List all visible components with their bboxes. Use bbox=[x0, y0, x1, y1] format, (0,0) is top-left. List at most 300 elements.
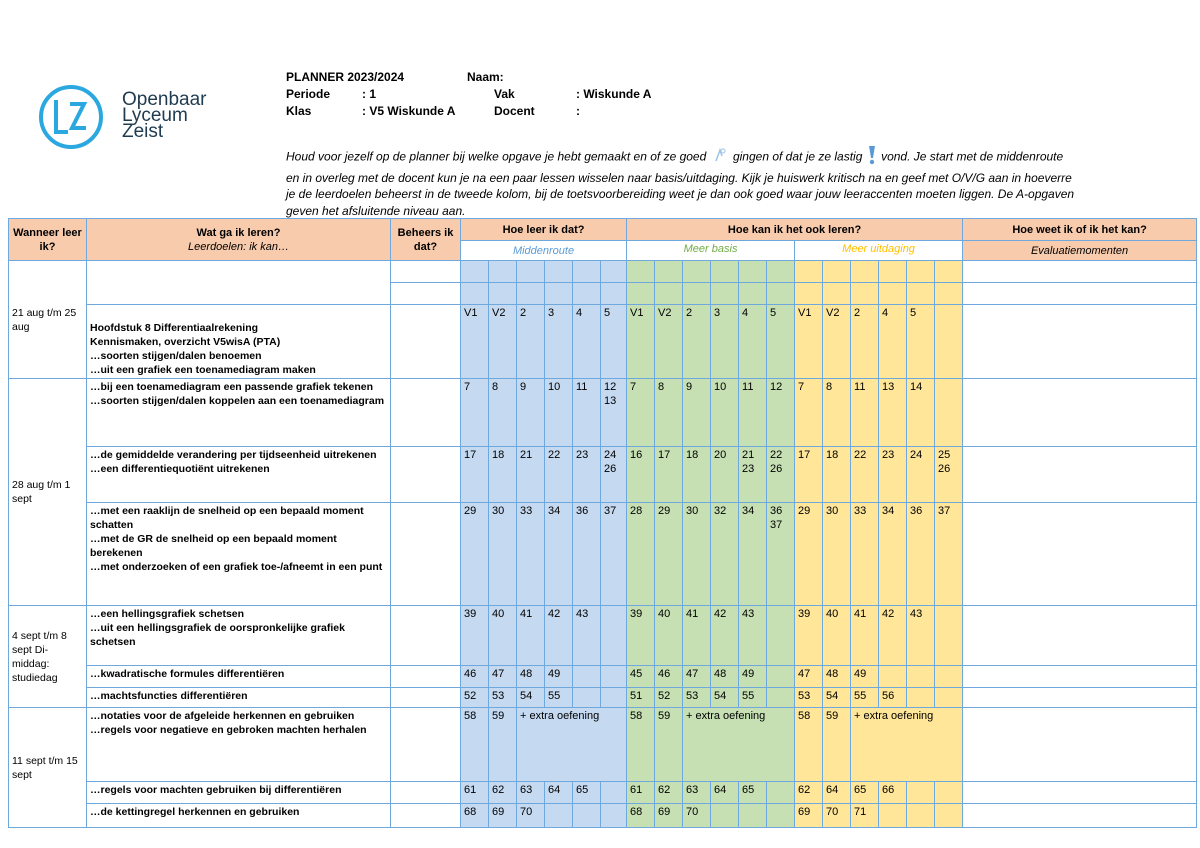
exercise-cell[interactable]: V2 bbox=[489, 305, 517, 379]
exclamation-icon bbox=[866, 145, 878, 170]
week-when: 11 sept t/m 15 sept bbox=[9, 708, 87, 828]
exercise-cell[interactable]: 12 bbox=[767, 379, 795, 447]
smiley-thumb-icon bbox=[710, 147, 730, 168]
col-header-weet: Hoe weet ik of ik het kan? bbox=[963, 219, 1197, 241]
exercise-cell[interactable] bbox=[545, 804, 573, 828]
exercise-cell[interactable]: 45 bbox=[627, 666, 655, 688]
exercise-cell[interactable] bbox=[907, 688, 935, 708]
exercise-cell[interactable] bbox=[907, 283, 935, 305]
exercise-cell[interactable]: 42 bbox=[711, 606, 739, 666]
goal-text: Kennismaken, overzicht V5wisA (PTA) bbox=[90, 336, 281, 348]
exercise-cell[interactable]: 22 bbox=[545, 447, 573, 503]
exercise-cell[interactable]: 20 bbox=[711, 447, 739, 503]
exercise-cell[interactable]: 46 bbox=[461, 666, 489, 688]
goal-row bbox=[9, 666, 1197, 688]
exercise-cell[interactable] bbox=[795, 283, 823, 305]
exercise-cell[interactable]: 28 bbox=[627, 503, 655, 606]
exercise-cell[interactable] bbox=[935, 606, 963, 666]
evaluation-cell[interactable] bbox=[963, 688, 1197, 708]
docent-value: : bbox=[576, 104, 580, 118]
beheers-cell[interactable] bbox=[391, 804, 461, 828]
periode-label: Periode bbox=[286, 87, 331, 101]
exercise-cell[interactable] bbox=[545, 261, 573, 283]
exercise-cell[interactable]: 30 bbox=[489, 503, 517, 606]
exercise-cell[interactable]: 22 26 bbox=[767, 447, 795, 503]
exercise-cell[interactable]: 40 bbox=[823, 606, 851, 666]
exercise-cell[interactable] bbox=[627, 261, 655, 283]
exercise-cell[interactable]: 65 bbox=[573, 782, 601, 804]
exercise-cell[interactable]: 4 bbox=[879, 305, 907, 379]
exercise-cell[interactable]: 11 bbox=[851, 379, 879, 447]
goal-row bbox=[9, 782, 1197, 804]
goal-row bbox=[9, 688, 1197, 708]
exercise-cell[interactable]: 48 bbox=[711, 666, 739, 688]
exercise-cell[interactable]: 61 bbox=[627, 782, 655, 804]
exercise-cell[interactable] bbox=[573, 666, 601, 688]
col-header-beheers: Beheers ik dat? bbox=[391, 219, 461, 261]
exercise-cell[interactable]: 49 bbox=[545, 666, 573, 688]
exercise-cell[interactable]: 55 bbox=[545, 688, 573, 708]
klas-label: Klas bbox=[286, 104, 312, 118]
exercise-cell[interactable]: 21 bbox=[517, 447, 545, 503]
exercise-cell[interactable]: 17 bbox=[655, 447, 683, 503]
goal-text: …de gemiddelde verandering per tijdseenheid uitrekenen bbox=[90, 449, 377, 461]
exercise-cell[interactable]: 21 23 bbox=[739, 447, 767, 503]
beheers-cell[interactable] bbox=[391, 379, 461, 447]
exercise-cell[interactable]: 65 bbox=[851, 782, 879, 804]
goal-row bbox=[9, 606, 1197, 666]
exercise-cell[interactable]: 9 bbox=[517, 379, 545, 447]
evaluation-cell[interactable] bbox=[963, 305, 1197, 379]
logo-line1: Openbaar bbox=[122, 89, 207, 110]
exercise-cell[interactable]: 58 bbox=[627, 708, 655, 782]
exercise-cell[interactable]: 58 bbox=[795, 708, 823, 782]
exercise-cell[interactable]: 18 bbox=[489, 447, 517, 503]
exercise-cell[interactable]: 13 bbox=[879, 379, 907, 447]
exercise-cell[interactable]: 46 bbox=[655, 666, 683, 688]
beheers-cell[interactable] bbox=[391, 283, 461, 305]
goal-text: …een differentiequotiënt uitrekenen bbox=[90, 463, 270, 475]
exercise-cell[interactable] bbox=[907, 804, 935, 828]
exercise-cell[interactable]: 11 bbox=[739, 379, 767, 447]
evaluation-cell[interactable] bbox=[963, 782, 1197, 804]
col-header-wat-sub: Leerdoelen: ik kan… bbox=[188, 240, 289, 253]
goal-row bbox=[9, 447, 1197, 503]
exercise-cell[interactable]: 59 bbox=[655, 708, 683, 782]
exercise-cell[interactable] bbox=[461, 283, 489, 305]
exercise-cell[interactable]: 70 bbox=[823, 804, 851, 828]
goal-row bbox=[9, 379, 1197, 447]
exercise-cell[interactable] bbox=[935, 379, 963, 447]
exercise-cell[interactable] bbox=[907, 782, 935, 804]
exercise-cell[interactable]: 62 bbox=[655, 782, 683, 804]
exercise-cell[interactable]: 55 bbox=[851, 688, 879, 708]
exercise-cell[interactable] bbox=[573, 688, 601, 708]
exercise-cell[interactable]: 34 bbox=[879, 503, 907, 606]
exercise-cell[interactable] bbox=[461, 261, 489, 283]
goal-cell bbox=[87, 606, 391, 666]
goal-text: …bij een toenamediagram een passende grafiek tekenen bbox=[90, 381, 374, 393]
exercise-cell[interactable] bbox=[627, 283, 655, 305]
exercise-cell[interactable]: 24 bbox=[907, 447, 935, 503]
exercise-cell[interactable] bbox=[935, 261, 963, 283]
exercise-cell[interactable] bbox=[879, 666, 907, 688]
exercise-cell[interactable]: 69 bbox=[489, 804, 517, 828]
exercise-cell[interactable]: 48 bbox=[517, 666, 545, 688]
goal-cell bbox=[87, 804, 391, 828]
exercise-cell[interactable]: 25 26 bbox=[935, 447, 963, 503]
exercise-cell[interactable] bbox=[573, 261, 601, 283]
exercise-cell[interactable]: 23 bbox=[879, 447, 907, 503]
exercise-cell[interactable]: 49 bbox=[739, 666, 767, 688]
exercise-cell[interactable]: 71 bbox=[851, 804, 879, 828]
vak-label: Vak bbox=[494, 87, 515, 101]
evaluation-cell[interactable] bbox=[963, 708, 1197, 782]
exercise-cell[interactable]: 16 bbox=[627, 447, 655, 503]
exercise-cell[interactable]: 51 bbox=[627, 688, 655, 708]
exercise-cell[interactable]: 7 bbox=[627, 379, 655, 447]
exercise-cell[interactable] bbox=[935, 305, 963, 379]
goal-cell bbox=[87, 666, 391, 688]
exercise-cell[interactable]: 62 bbox=[489, 782, 517, 804]
intro-text bbox=[286, 145, 1076, 219]
exercise-cell[interactable]: 49 bbox=[851, 666, 879, 688]
exercise-cell[interactable]: 30 bbox=[823, 503, 851, 606]
exercise-cell[interactable]: 11 bbox=[573, 379, 601, 447]
exercise-cell[interactable]: 9 bbox=[683, 379, 711, 447]
exercise-cell[interactable]: 61 bbox=[461, 782, 489, 804]
exercise-cell[interactable] bbox=[545, 283, 573, 305]
exercise-cell[interactable]: 55 bbox=[739, 688, 767, 708]
beheers-cell[interactable] bbox=[391, 606, 461, 666]
exercise-cell[interactable]: 32 bbox=[711, 503, 739, 606]
exercise-cell[interactable]: 40 bbox=[489, 606, 517, 666]
exercise-cell[interactable]: V1 bbox=[627, 305, 655, 379]
exercise-cell[interactable]: 18 bbox=[683, 447, 711, 503]
intro-part1: Houd voor jezelf op de planner bij welke opgave je hebt gemaakt en of ze goed bbox=[286, 149, 707, 164]
exercise-cell[interactable]: 17 bbox=[795, 447, 823, 503]
evaluation-cell[interactable] bbox=[963, 447, 1197, 503]
exercise-cell[interactable]: 34 bbox=[545, 503, 573, 606]
exercise-cell[interactable] bbox=[935, 782, 963, 804]
col-header-ook: Hoe kan ik het ook leren? bbox=[627, 219, 963, 241]
extra-exercise-cell[interactable]: + extra oefening bbox=[683, 708, 795, 782]
exercise-cell[interactable]: 10 bbox=[711, 379, 739, 447]
exercise-cell[interactable]: 14 bbox=[907, 379, 935, 447]
exercise-cell[interactable] bbox=[711, 283, 739, 305]
exercise-cell[interactable]: 7 bbox=[795, 379, 823, 447]
exercise-cell[interactable]: 43 bbox=[739, 606, 767, 666]
exercise-cell[interactable]: 30 bbox=[683, 503, 711, 606]
exercise-cell[interactable]: 29 bbox=[795, 503, 823, 606]
exercise-cell[interactable]: 64 bbox=[711, 782, 739, 804]
exercise-cell[interactable]: 18 bbox=[823, 447, 851, 503]
intro-part3: vond. Je start met de middenroute en in overleg met de docent kun je na een paar lessen wisselen naar basis/uitdaging. Kijk je huiswerk kritisch na en geef met O/V/G aan in hoeverre je de leerdoelen beheerst in de tweede kolom, bij de toetsvoorbereiding weet je dan ook goed waar jouw leeraccenten moeten liggen. De A-opgaven geven het afsluitende niveau aan. bbox=[286, 149, 1075, 218]
exercise-cell[interactable]: 2 bbox=[683, 305, 711, 379]
exercise-cell[interactable] bbox=[907, 666, 935, 688]
extra-exercise-cell[interactable]: + extra oefening bbox=[517, 708, 627, 782]
evaluation-cell[interactable] bbox=[963, 379, 1197, 447]
exercise-cell[interactable]: V2 bbox=[655, 305, 683, 379]
exercise-cell[interactable]: 63 bbox=[517, 782, 545, 804]
exercise-cell[interactable] bbox=[739, 261, 767, 283]
exercise-cell[interactable]: 48 bbox=[823, 666, 851, 688]
exercise-cell[interactable] bbox=[767, 606, 795, 666]
exercise-cell[interactable]: V2 bbox=[823, 305, 851, 379]
goal-row bbox=[9, 305, 1197, 379]
col-header-wat-title: Wat ga ik leren? bbox=[196, 226, 281, 239]
goal-text: …uit een hellingsgrafiek de oorspronkelijke grafiek schetsen bbox=[90, 622, 345, 648]
exercise-cell[interactable]: 47 bbox=[795, 666, 823, 688]
beheers-cell[interactable] bbox=[391, 688, 461, 708]
exercise-cell[interactable] bbox=[711, 261, 739, 283]
exercise-cell[interactable]: 43 bbox=[573, 606, 601, 666]
exercise-cell[interactable] bbox=[573, 283, 601, 305]
exercise-cell[interactable] bbox=[739, 283, 767, 305]
exercise-cell[interactable]: 54 bbox=[823, 688, 851, 708]
goal-cell bbox=[87, 305, 391, 379]
exercise-cell[interactable]: 8 bbox=[823, 379, 851, 447]
exercise-cell[interactable]: 59 bbox=[823, 708, 851, 782]
exercise-cell[interactable]: 54 bbox=[711, 688, 739, 708]
goal-text: …machtsfuncties differentiëren bbox=[90, 690, 248, 702]
exercise-cell[interactable] bbox=[683, 261, 711, 283]
exercise-cell[interactable]: 42 bbox=[545, 606, 573, 666]
exercise-cell[interactable]: 59 bbox=[489, 708, 517, 782]
exercise-cell[interactable]: 70 bbox=[517, 804, 545, 828]
exercise-cell[interactable]: 4 bbox=[739, 305, 767, 379]
exercise-cell[interactable]: 42 bbox=[879, 606, 907, 666]
goal-text: …notaties voor de afgeleide herkennen en gebruiken bbox=[90, 710, 355, 722]
exercise-cell[interactable]: 47 bbox=[489, 666, 517, 688]
exercise-cell[interactable] bbox=[767, 283, 795, 305]
exercise-cell[interactable]: 53 bbox=[489, 688, 517, 708]
evaluation-cell[interactable] bbox=[963, 666, 1197, 688]
exercise-cell[interactable]: 69 bbox=[795, 804, 823, 828]
school-logo bbox=[34, 82, 224, 152]
goal-text: …met een raaklijn de snelheid op een bepaald moment schatten bbox=[90, 505, 364, 531]
exercise-cell[interactable]: 41 bbox=[517, 606, 545, 666]
exercise-cell[interactable] bbox=[489, 261, 517, 283]
evaluation-cell[interactable] bbox=[963, 503, 1197, 606]
exercise-cell[interactable]: 62 bbox=[795, 782, 823, 804]
exercise-cell[interactable] bbox=[601, 688, 627, 708]
planner-table bbox=[8, 218, 1197, 828]
exercise-cell[interactable]: 33 bbox=[851, 503, 879, 606]
goal-cell bbox=[87, 688, 391, 708]
subheader-evaluatiemomenten: Evaluatiemomenten bbox=[963, 241, 1197, 261]
exercise-cell[interactable] bbox=[851, 261, 879, 283]
goal-text: …kwadratische formules differentiëren bbox=[90, 668, 285, 680]
exercise-cell[interactable] bbox=[767, 666, 795, 688]
col-header-hoe: Hoe leer ik dat? bbox=[461, 219, 627, 241]
exercise-cell[interactable]: 17 bbox=[461, 447, 489, 503]
goal-spacer bbox=[87, 261, 391, 305]
exercise-cell[interactable]: 23 bbox=[573, 447, 601, 503]
exercise-cell[interactable]: 10 bbox=[545, 379, 573, 447]
exercise-cell[interactable]: 47 bbox=[683, 666, 711, 688]
exercise-cell[interactable] bbox=[601, 782, 627, 804]
col-header-wanneer: Wanneer leer ik? bbox=[9, 219, 87, 261]
olz-logo-icon bbox=[34, 82, 112, 152]
exercise-cell[interactable]: 68 bbox=[627, 804, 655, 828]
exercise-cell[interactable] bbox=[517, 261, 545, 283]
subheader-meer-uitdaging: Meer uitdaging bbox=[795, 241, 963, 261]
exercise-cell[interactable]: 53 bbox=[795, 688, 823, 708]
exercise-cell[interactable]: 69 bbox=[655, 804, 683, 828]
exercise-cell[interactable]: 64 bbox=[823, 782, 851, 804]
exercise-cell[interactable] bbox=[489, 283, 517, 305]
goal-text: …regels voor machten gebruiken bij differentiëren bbox=[90, 784, 342, 796]
exercise-cell[interactable]: 5 bbox=[907, 305, 935, 379]
exercise-cell[interactable]: 70 bbox=[683, 804, 711, 828]
beheers-cell[interactable] bbox=[391, 782, 461, 804]
exercise-cell[interactable]: 66 bbox=[879, 782, 907, 804]
exercise-cell[interactable] bbox=[739, 804, 767, 828]
exercise-cell[interactable]: 7 bbox=[461, 379, 489, 447]
exercise-cell[interactable]: 3 bbox=[711, 305, 739, 379]
exercise-cell[interactable]: 41 bbox=[683, 606, 711, 666]
goal-cell bbox=[87, 782, 391, 804]
exercise-cell[interactable] bbox=[517, 283, 545, 305]
exercise-cell[interactable]: 4 bbox=[573, 305, 601, 379]
exercise-cell[interactable] bbox=[601, 606, 627, 666]
exercise-cell[interactable] bbox=[935, 688, 963, 708]
exercise-cell[interactable]: 65 bbox=[739, 782, 767, 804]
exercise-cell[interactable]: 63 bbox=[683, 782, 711, 804]
evaluation-cell[interactable] bbox=[963, 606, 1197, 666]
vak-value: : Wiskunde A bbox=[576, 87, 652, 101]
exercise-cell[interactable] bbox=[935, 283, 963, 305]
goal-cell bbox=[87, 708, 391, 782]
evaluation-cell[interactable] bbox=[963, 261, 1197, 283]
logo-line2: Lyceum bbox=[122, 105, 188, 126]
beheers-cell[interactable] bbox=[391, 666, 461, 688]
goal-cell bbox=[87, 447, 391, 503]
exercise-cell[interactable]: 2 bbox=[851, 305, 879, 379]
beheers-cell[interactable] bbox=[391, 708, 461, 782]
exercise-cell[interactable] bbox=[935, 804, 963, 828]
evaluation-cell[interactable] bbox=[963, 283, 1197, 305]
exercise-cell[interactable]: 8 bbox=[655, 379, 683, 447]
exercise-cell[interactable]: V1 bbox=[461, 305, 489, 379]
exercise-cell[interactable]: V1 bbox=[795, 305, 823, 379]
exercise-cell[interactable] bbox=[601, 666, 627, 688]
exercise-cell[interactable] bbox=[767, 261, 795, 283]
exercise-cell[interactable]: 36 37 bbox=[767, 503, 795, 606]
beheers-cell[interactable] bbox=[391, 261, 461, 283]
exercise-cell[interactable]: 40 bbox=[655, 606, 683, 666]
exercise-cell[interactable] bbox=[879, 261, 907, 283]
exercise-cell[interactable]: 37 bbox=[601, 503, 627, 606]
exercise-cell[interactable]: 8 bbox=[489, 379, 517, 447]
exercise-cell[interactable] bbox=[655, 283, 683, 305]
exercise-cell[interactable]: 39 bbox=[795, 606, 823, 666]
exercise-cell[interactable] bbox=[655, 261, 683, 283]
exercise-cell[interactable]: 56 bbox=[879, 688, 907, 708]
exercise-cell[interactable] bbox=[601, 283, 627, 305]
logo-text bbox=[122, 89, 207, 142]
exercise-cell[interactable]: 34 bbox=[739, 503, 767, 606]
exercise-cell[interactable] bbox=[711, 804, 739, 828]
exercise-cell[interactable] bbox=[851, 283, 879, 305]
exercise-cell[interactable]: 53 bbox=[683, 688, 711, 708]
subheader-middenroute: Middenroute bbox=[461, 241, 627, 261]
exercise-cell[interactable]: 37 bbox=[935, 503, 963, 606]
exercise-cell[interactable]: 12 13 bbox=[601, 379, 627, 447]
spacer-row bbox=[9, 261, 1197, 283]
exercise-cell[interactable] bbox=[601, 804, 627, 828]
goal-cell bbox=[87, 503, 391, 606]
exercise-cell[interactable]: 68 bbox=[461, 804, 489, 828]
exercise-cell[interactable]: 43 bbox=[907, 606, 935, 666]
evaluation-cell[interactable] bbox=[963, 804, 1197, 828]
exercise-cell[interactable]: 5 bbox=[767, 305, 795, 379]
week-when: 21 aug t/m 25 aug bbox=[9, 261, 87, 379]
exercise-cell[interactable] bbox=[879, 804, 907, 828]
exercise-cell[interactable]: 36 bbox=[573, 503, 601, 606]
exercise-cell[interactable] bbox=[767, 804, 795, 828]
exercise-cell[interactable] bbox=[907, 261, 935, 283]
logo-line3: Zeist bbox=[122, 121, 164, 142]
exercise-cell[interactable]: 5 bbox=[601, 305, 627, 379]
exercise-cell[interactable]: 3 bbox=[545, 305, 573, 379]
exercise-cell[interactable]: 41 bbox=[851, 606, 879, 666]
goal-text: …soorten stijgen/dalen koppelen aan een toenamediagram bbox=[90, 395, 385, 407]
goal-text: Hoofdstuk 8 Differentiaalrekening bbox=[90, 322, 259, 334]
exercise-cell[interactable]: 64 bbox=[545, 782, 573, 804]
exercise-cell[interactable] bbox=[823, 283, 851, 305]
exercise-cell[interactable]: 2 bbox=[517, 305, 545, 379]
exercise-cell[interactable] bbox=[683, 283, 711, 305]
exercise-cell[interactable] bbox=[767, 688, 795, 708]
extra-exercise-cell[interactable]: + extra oefening bbox=[851, 708, 963, 782]
exercise-cell[interactable]: 24 26 bbox=[601, 447, 627, 503]
exercise-cell[interactable]: 58 bbox=[461, 708, 489, 782]
exercise-cell[interactable] bbox=[935, 666, 963, 688]
beheers-cell[interactable] bbox=[391, 503, 461, 606]
goal-row bbox=[9, 804, 1197, 828]
exercise-cell[interactable] bbox=[601, 261, 627, 283]
beheers-cell[interactable] bbox=[391, 305, 461, 379]
exercise-cell[interactable]: 33 bbox=[517, 503, 545, 606]
goal-row bbox=[9, 503, 1197, 606]
exercise-cell[interactable] bbox=[767, 782, 795, 804]
exercise-cell[interactable]: 39 bbox=[627, 606, 655, 666]
beheers-cell[interactable] bbox=[391, 447, 461, 503]
exercise-cell[interactable] bbox=[879, 283, 907, 305]
exercise-cell[interactable] bbox=[823, 261, 851, 283]
exercise-cell[interactable]: 29 bbox=[461, 503, 489, 606]
exercise-cell[interactable]: 22 bbox=[851, 447, 879, 503]
exercise-cell[interactable]: 52 bbox=[461, 688, 489, 708]
exercise-cell[interactable]: 36 bbox=[907, 503, 935, 606]
exercise-cell[interactable]: 39 bbox=[461, 606, 489, 666]
klas-value: : V5 Wiskunde A bbox=[362, 104, 456, 118]
exercise-cell[interactable]: 29 bbox=[655, 503, 683, 606]
goal-text: …met onderzoeken of een grafiek toe-/afneemt in een punt bbox=[90, 561, 383, 573]
intro-part2: gingen of dat je ze lastig bbox=[732, 149, 863, 164]
exercise-cell[interactable] bbox=[573, 804, 601, 828]
exercise-cell[interactable]: 54 bbox=[517, 688, 545, 708]
exercise-cell[interactable] bbox=[795, 261, 823, 283]
goal-text: …regels voor negatieve en gebroken machten herhalen bbox=[90, 724, 367, 736]
goal-row bbox=[9, 708, 1197, 782]
exercise-cell[interactable]: 52 bbox=[655, 688, 683, 708]
week-when: 4 sept t/m 8 sept Di-middag: studiedag bbox=[9, 606, 87, 708]
goal-text: …de kettingregel herkennen en gebruiken bbox=[90, 806, 300, 818]
naam-label: Naam: bbox=[467, 70, 504, 84]
